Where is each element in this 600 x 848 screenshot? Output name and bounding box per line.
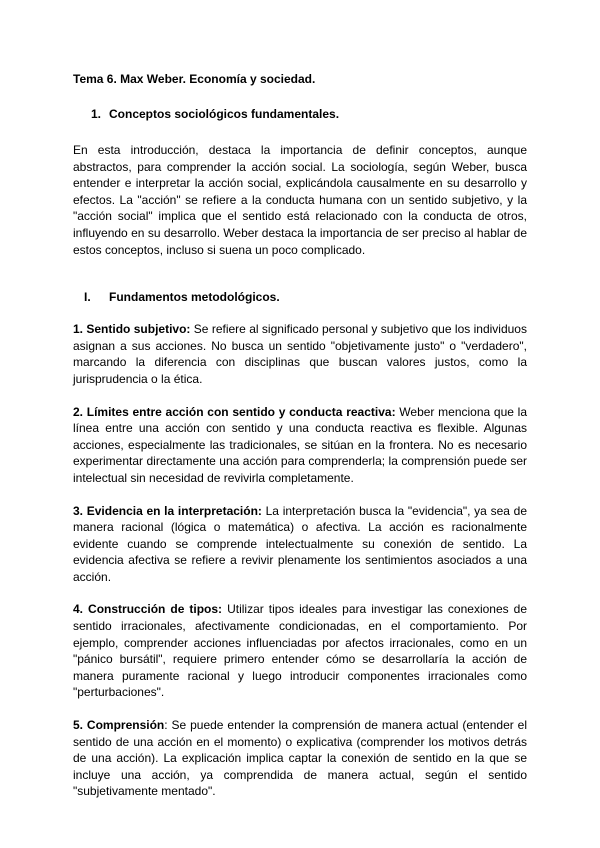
section-heading-conceptos — [73, 106, 527, 123]
section-heading-fundamentos — [73, 289, 527, 306]
list-item — [73, 717, 527, 800]
item-body: Se refiere al significado personal y subjetivo que los individuos asignan a sus acciones. No busca un sentido "objetivamente justo" o "verdadero", marcando la diferencia con disciplinas que buscan valores justos, como la jurisprudencia o la ética. — [73, 322, 527, 386]
section-roman-number: I. — [84, 290, 91, 305]
item-heading: 3. Evidencia en la interpretación: — [73, 503, 262, 518]
item-body: Weber menciona que la línea entre una acción con sentido y una conducta reactiva es flexible. Algunas acciones, especialmente las tradicionales, se sitúan en la frontera. No es necesario experimentar directamente una acción para comprenderla; la comprensión puede ser intelectual sin necesidad de revivirla completamente. — [73, 404, 528, 485]
list-item — [73, 321, 527, 387]
page-title: Tema 6. Max Weber. Economía y sociedad. — [73, 72, 316, 86]
list-item — [73, 601, 527, 701]
list-item — [73, 503, 527, 586]
list-item — [73, 404, 527, 487]
section-roman-heading-text: Fundamentos metodológicos. — [109, 290, 280, 305]
item-heading: 1. Sentido subjetivo: — [73, 322, 191, 337]
item-body: La interpretación busca la "evidencia", ya sea de manera racional (lógica o matemática) o afectiva. La acción es racionalmente evidente cuando se comprende intelectualmente su conexión de sentido. La evidencia afectiva se refiere a revivir plenamente los sentimientos asociados a una acción. — [73, 503, 527, 584]
item-heading: 5. Comprensión — [73, 718, 165, 733]
section-heading-text: Conceptos sociológicos fundamentales. — [109, 107, 340, 121]
intro-paragraph: En esta introducción, destaca la importancia de definir conceptos, aunque abstractos, para comprender la acción social. La sociología, según Weber, busca entender e interpretar la acción social, explicándola causalmente en su desarrollo y efectos. La "acción" se refiere a la conducta humana con un sentido subjetivo, y la "acción social" implica que el sentido está relacionado con la conducta de otros, influyendo en su desarrollo. Weber destaca la importancia de ser preciso al hablar de estos conceptos, incluso si suena un poco complicado. — [73, 143, 527, 257]
item-heading: 2. Límites entre acción con sentido y conducta reactiva: — [73, 404, 396, 419]
item-heading: 4. Construcción de tipos: — [73, 602, 223, 617]
item-body: : Se puede entender la comprensión de manera actual (entender el sentido de una acción en el momento) o explicativa (comprender los motivos detrás de una acción). La explicación implica captar la conexión de sentido en la que se incluye una acción, ya comprendida de manera actual, según el sentido "subjetivamente mentado". — [73, 718, 527, 799]
item-body: Utilizar tipos ideales para investigar las conexiones de sentido irracionales, afectivamente condicionadas, en el comportamiento. Por ejemplo, comprender acciones influenciadas por afectos irracionales, como en un "pánico bursátil", requiere primero entender cómo se desarrollaría la acción de manera puramente racional y luego introducir componentes irracionales como "perturbaciones". — [73, 602, 527, 700]
section-number: 1. — [91, 107, 102, 121]
